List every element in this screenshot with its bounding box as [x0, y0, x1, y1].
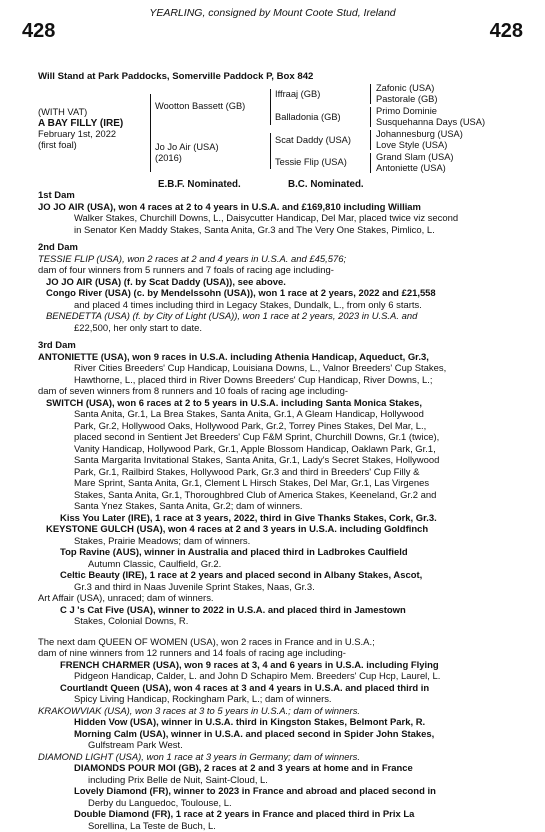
text-line: River Cities Breeders' Cup Handicap, Louisiana Downs, L., Valnor Breeders' Cup Stakes, — [38, 363, 508, 375]
text-line: Gr.3 and third in Naas Juvenile Sprint Stakes, Naas, Gr.3. — [38, 582, 508, 594]
pedigree-brace — [270, 89, 271, 125]
text-line: dam of seven winners from 8 runners and 10 foals of racing age including- — [38, 386, 508, 398]
pedigree-ssd: Pastorale (GB) — [376, 94, 437, 105]
pedigree-brace — [270, 133, 271, 169]
text-line: placed second in Sentient Jet Breeders' Cup F&M Sprint, Churchill Downs, Gr.1 (twice), — [38, 432, 508, 444]
text-line: Walker Stakes, Churchill Downs, L., Daisycutter Handicap, Del Mar, placed twice viz second — [38, 213, 508, 225]
first-dam-heading: 1st Dam — [38, 190, 508, 202]
text-line: The next dam QUEEN OF WOMEN (USA), won 2 races in France and in U.S.A.; — [38, 637, 508, 649]
text-line: dam of four winners from 5 runners and 7 foals of racing age including- — [38, 265, 508, 277]
bc-nomination: B.C. Nominated. — [288, 179, 364, 190]
text-line: dam of nine winners from 12 runners and 14 foals of racing age including- — [38, 648, 508, 660]
pedigree-brace — [370, 107, 371, 127]
text-line: and placed 4 times including third in Legacy Stakes, Dundalk, L., from only 6 starts. — [38, 300, 508, 312]
text-line: Gulfstream Park West. — [38, 740, 508, 752]
text-line: Santa Margarita Invitational Stakes, Santa Anita, Gr.1, Lady's Secret Stakes, Hollywood — [38, 455, 508, 467]
text-line: Celtic Beauty (IRE), 1 race at 2 years and placed second in Albany Stakes, Ascot, — [38, 570, 508, 582]
text-line: Derby du Languedoc, Toulouse, L. — [38, 798, 508, 810]
pedigree-sds: Primo Dominie — [376, 106, 437, 117]
text-line: DIAMOND LIGHT (USA), won 1 race at 3 years in Germany; dam of winners. — [38, 752, 508, 764]
ebf-nomination: E.B.F. Nominated. — [158, 179, 241, 190]
pedigree-brace — [370, 130, 371, 150]
text-line: Park, Gr.1, Railbird Stakes, Hollywood Park, Gr.3 and third in Breeders' Cup Filly & — [38, 467, 508, 479]
stand-location: Will Stand at Park Paddocks, Somerville Paddock P, Box 842 — [38, 71, 313, 82]
pedigree-sire: Wootton Bassett (GB) — [155, 101, 245, 112]
vat-note: (WITH VAT) — [38, 107, 87, 118]
text-line: Spicy Living Handicap, Rockingham Park, L.; dam of winners. — [38, 694, 508, 706]
text-line: Pidgeon Handicap, Calder, L. and John D Schapiro Mem. Breeders' Cup Hcp, Laurel, L. — [38, 671, 508, 683]
pedigree-dsd: Love Style (USA) — [376, 140, 447, 151]
text-line: DIAMONDS POUR MOI (GB), 2 races at 2 and 3 years at home and in France — [38, 763, 508, 775]
text-line: Santa Ynez Stakes, Santa Anita, Gr.2; dam of winners. — [38, 501, 508, 513]
text-line: SWITCH (USA), won 6 races at 2 to 5 years in U.S.A. including Santa Monica Stakes, — [38, 398, 508, 410]
text-line: C J 's Cat Five (USA), winner to 2022 in U.S.A. and placed third in Jamestown — [38, 605, 508, 617]
text-line: Stakes, Prairie Meadows; dam of winners. — [38, 536, 508, 548]
text-line: FRENCH CHARMER (USA), won 9 races at 3, 4 and 6 years in U.S.A. including Flying — [38, 660, 508, 672]
foaling-date: February 1st, 2022 — [38, 129, 116, 140]
text-line: Top Ravine (AUS), winner in Australia and placed third in Ladbrokes Caulfield — [38, 547, 508, 559]
text-line: Courtlandt Queen (USA), won 4 races at 3 and 4 years in U.S.A. and placed third in — [38, 683, 508, 695]
text-line: in Senator Ken Maddy Stakes, Santa Anita, Gr.3 and The Very One Stakes, Pimlico, L. — [38, 225, 508, 237]
pedigree-ddd: Antoniette (USA) — [376, 163, 446, 174]
text-line: Santa Anita, Gr.1, La Brea Stakes, Santa Anita, Gr.1, A Gleam Handicap, Hollywood — [38, 409, 508, 421]
text-line: ANTONIETTE (USA), won 9 races in U.S.A. including Athenia Handicap, Aqueduct, Gr.3, — [38, 352, 508, 364]
foal-note: (first foal) — [38, 140, 77, 151]
text-line: TESSIE FLIP (USA), won 2 races at 2 and 4 years in U.S.A. and £45,576; — [38, 254, 508, 266]
lot-number-right: 428 — [490, 20, 523, 43]
pedigree-table — [38, 83, 508, 179]
text-line: Stakes, Colonial Downs, R. — [38, 616, 508, 628]
pedigree-sire-dam: Balladonia (GB) — [275, 112, 341, 123]
text-line: £22,500, her only start to date. — [38, 323, 508, 335]
pedigree-brace — [150, 94, 151, 172]
pedigree-sss: Zafonic (USA) — [376, 83, 434, 94]
text-line: Hidden Vow (USA), winner in U.S.A. third in Kingston Stakes, Belmont Park, R. — [38, 717, 508, 729]
text-line: including Prix Belle de Nuit, Saint-Cloud, L. — [38, 775, 508, 787]
pedigree-brace — [370, 84, 371, 104]
text-line: JO JO AIR (USA) (f. by Scat Daddy (USA)), see above. — [38, 277, 508, 289]
text-line: Double Diamond (FR), 1 race at 2 years in France and placed third in Prix La — [38, 809, 508, 821]
text-line: BENEDETTA (USA) (f. by City of Light (USA)), won 1 race at 2 years, 2023 in U.S.A. and — [38, 311, 508, 323]
pedigree-sdd: Susquehanna Days (USA) — [376, 117, 485, 128]
text-line: Autumn Classic, Caulfield, Gr.2. — [38, 559, 508, 571]
lot-number-left: 428 — [22, 20, 55, 43]
pedigree-sire-sire: Iffraaj (GB) — [275, 89, 320, 100]
pedigree-dss: Johannesburg (USA) — [376, 129, 463, 140]
horse-name: A BAY FILLY (IRE) — [38, 118, 123, 129]
text-line: Morning Calm (USA), winner in U.S.A. and placed second in Spider John Stakes, — [38, 729, 508, 741]
pedigree-dam: Jo Jo Air (USA) — [155, 142, 219, 153]
text-line: Mare Sprint, Santa Anita, Gr.1, Clement L Hirsch Stakes, Del Mar, Gr.1, Las Virgenes — [38, 478, 508, 490]
third-dam-heading: 3rd Dam — [38, 340, 508, 352]
spacer — [38, 628, 508, 637]
pedigree-brace — [370, 153, 371, 173]
second-dam-heading: 2nd Dam — [38, 242, 508, 254]
pedigree-dds: Grand Slam (USA) — [376, 152, 454, 163]
pedigree-dam-dam: Tessie Flip (USA) — [275, 157, 347, 168]
text-line: Kiss You Later (IRE), 1 race at 3 years, 2022, third in Give Thanks Stakes, Cork, Gr.3. — [38, 513, 508, 525]
text-line: Stakes, Santa Anita, Gr.1, Thoroughbred Club of America Stakes, Keeneland, Gr.2 and — [38, 490, 508, 502]
text-line: Vanity Handicap, Hollywood Park, Gr.1, Apple Blossom Handicap, Oaklawn Park, Gr.1, — [38, 444, 508, 456]
consignor-title: YEARLING, consigned by Mount Coote Stud, Ireland — [0, 7, 545, 19]
text-line: JO JO AIR (USA), won 4 races at 2 to 4 years in U.S.A. and £169,810 including William — [38, 202, 508, 214]
pedigree-dam-year: (2016) — [155, 153, 182, 164]
pedigree-dam-sire: Scat Daddy (USA) — [275, 135, 351, 146]
produce-record — [38, 190, 508, 832]
text-line: Art Affair (USA), unraced; dam of winners. — [38, 593, 508, 605]
text-line: Congo River (USA) (c. by Mendelssohn (USA)), won 1 race at 2 years, 2022 and £21,558 — [38, 288, 508, 300]
text-line: KRAKOWVIAK (USA), won 3 races at 3 to 5 years in U.S.A.; dam of winners. — [38, 706, 508, 718]
text-line: Park, Gr.2, Hollywood Oaks, Hollywood Park, Gr.2, Torrey Pines Stakes, Del Mar, L., — [38, 421, 508, 433]
text-line: KEYSTONE GULCH (USA), won 4 races at 2 and 3 years in U.S.A. including Goldfinch — [38, 524, 508, 536]
text-line: Lovely Diamond (FR), winner to 2023 in France and abroad and placed second in — [38, 786, 508, 798]
text-line: Sorellina, La Teste de Buch, L. — [38, 821, 508, 832]
text-line: Hawthorne, L., placed third in River Downs Breeders' Cup Handicap, River Downs, L.; — [38, 375, 508, 387]
